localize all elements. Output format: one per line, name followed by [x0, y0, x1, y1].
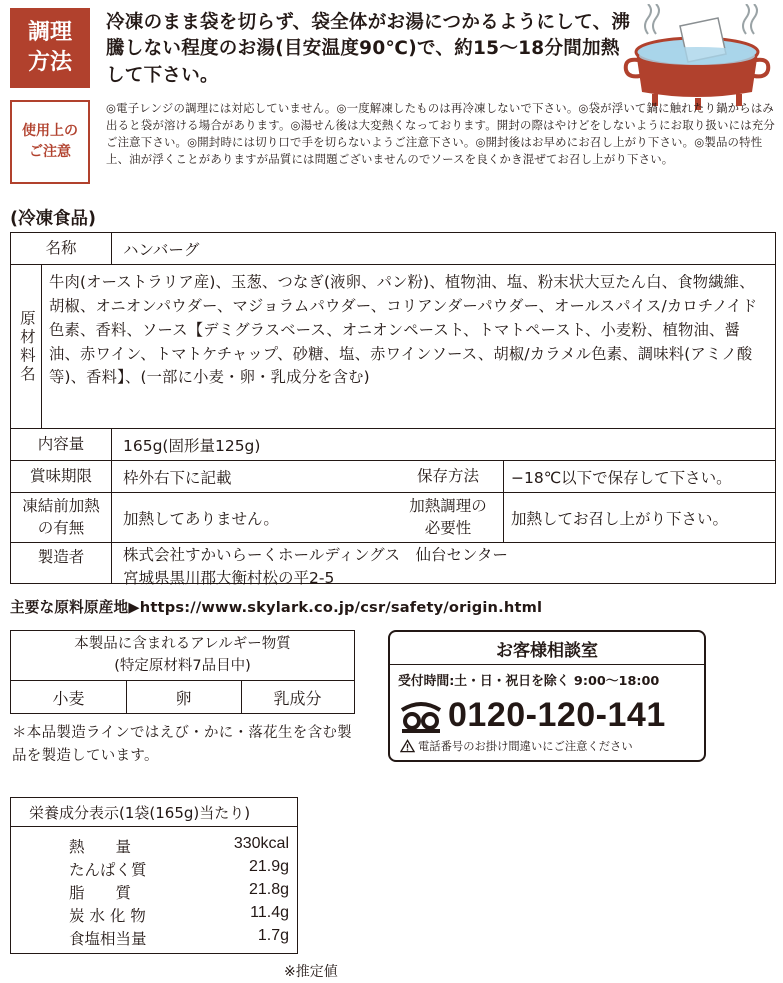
storage-value: −18℃以下で保存して下さい。: [511, 468, 732, 487]
nutrition-value: 330kcal: [233, 835, 289, 852]
table-row-ingredients: [11, 265, 775, 429]
nutrition-table: [10, 797, 298, 954]
caution-label: 使用上の ご注意: [22, 123, 78, 160]
product-info-table: [10, 232, 776, 588]
phone-number[interactable]: 0120-120-141: [448, 696, 666, 734]
content-label: 内容量: [11, 429, 111, 460]
nutrition-name: 熱 量: [69, 838, 132, 856]
expiry-value: 枠外右下に記載: [123, 468, 232, 487]
allergy-item: 卵: [175, 688, 192, 708]
caution-badge: [10, 100, 90, 184]
table-row-name: [11, 233, 775, 265]
maker-value: 株式会社すかいらーくホールディングス 仙台センター 宮城県黒川郡大衡村松の平2-5: [123, 546, 508, 588]
ingredients-value: 牛肉(オーストラリア産)、玉葱、つなぎ(液卵、パン粉)、植物油、塩、粉末状大豆たん白、食物繊維、胡椒、オニオンパウダー、マジョラムパウダー、コリアンダーパウダー、オールスパイス/カロチノイド色素、香料、ソース【デミグラスベース、オニオンペースト、トマトペースト、小麦粉、植物油、醤油、赤ワイン、トマトケチャップ、砂糖、塩、赤ワインソース、胡椒/カラメル色素、調味料(アミノ酸等)、香料】、(一部に小麦・卵・乳成分を含む): [49, 273, 758, 387]
phone-warning: 電話番号のお掛け間違いにご注意ください: [418, 740, 633, 753]
nutrition-value: 11.4g: [250, 904, 289, 921]
caution-text: ◎電子レンジの調理には対応していません。◎一度解凍したものは再冷凍しないで下さい。◎袋が浮いて鍋に触れたり鍋からはみ出ると袋が溶ける場合があります。◎湯せん後は大変熱くなっております。開封の際はやけどをしないようにお取り扱いには充分ご注意下さい。◎開封時には切り口で手を切らないようご注意下さい。◎開封後はお早めにお召し上がり下さい。◎製品の特性上、油が浮くことがありますが品質には問題ございませんのでソースを良くかき混ぜてお召し上がり下さい。: [106, 101, 775, 167]
expiry-label: 賞味期限: [11, 461, 111, 492]
nutrition-header: 栄養成分表示(1袋(165g)当たり): [11, 798, 297, 827]
warning-icon: [400, 739, 415, 753]
contact-title: お客様相談室: [390, 632, 704, 665]
allergy-header: 本製品に含まれるアレルギー物質 (特定原材料7品目中): [11, 631, 354, 681]
nutrition-row: [11, 835, 297, 858]
maker-label: 製造者: [11, 543, 111, 583]
nutrition-name: 食塩相当量: [69, 930, 147, 948]
table-row-expiry: [11, 461, 775, 493]
nutrition-value: 1.7g: [257, 927, 289, 944]
nutrition-name: 炭 水 化 物: [69, 907, 146, 925]
heat-value: 加熱してお召し上がり下さい。: [511, 509, 729, 528]
nutrition-value: 21.8g: [248, 881, 289, 898]
nutrition-name: たんぱく質: [69, 861, 147, 879]
frozen-food-title: (冷凍食品): [10, 209, 96, 229]
name-label: 名称: [11, 233, 111, 264]
storage-label: 保存方法: [393, 461, 503, 492]
freedial-icon: [398, 698, 444, 734]
cooking-method-label: 調理 方法: [27, 20, 72, 75]
allergy-item: 乳成分: [273, 688, 322, 708]
name-value: ハンバーグ: [123, 240, 200, 259]
nutrition-value: 21.9g: [248, 858, 289, 875]
content-value: 165g(固形量125g): [123, 436, 261, 455]
nutrition-row: [11, 858, 297, 881]
table-row-maker: [11, 543, 775, 588]
nutrition-row: [11, 927, 297, 950]
allergy-note: ＊本品製造ラインではえび・かに・落花生を含む製品を製造しています。: [12, 725, 352, 765]
contact-hours: 受付時間:土・日・祝日を除く 9:00〜18:00: [398, 674, 660, 689]
preheat-label: 凍結前加熱 の有無: [11, 493, 111, 542]
origin-link[interactable]: 主要な原料原産地▶https://www.skylark.co.jp/csr/safety/origin.html: [10, 599, 543, 616]
nutrition-row: [11, 881, 297, 904]
customer-contact-box: [388, 630, 706, 762]
nutrition-name: 脂 質: [69, 884, 132, 902]
estimate-note: ※推定値: [284, 964, 338, 980]
preheat-value: 加熱してありません。: [123, 509, 279, 528]
allergy-item: 小麦: [52, 688, 85, 708]
cooking-instructions: 冷凍のまま袋を切らず、袋全体がお湯につかるようにして、沸騰しない程度のお湯(目安温度90℃)で、約15〜18分間加熱して下さい。: [106, 12, 631, 86]
table-row-heating: [11, 493, 775, 543]
nutrition-row: [11, 904, 297, 927]
heat-label: 加熱調理の 必要性: [393, 493, 503, 542]
cooking-pot-icon: [622, 4, 772, 112]
ingredients-label: 原材料名: [17, 309, 36, 384]
cooking-method-badge: [10, 8, 90, 88]
table-row-content: [11, 429, 775, 461]
allergy-table: [10, 630, 355, 714]
